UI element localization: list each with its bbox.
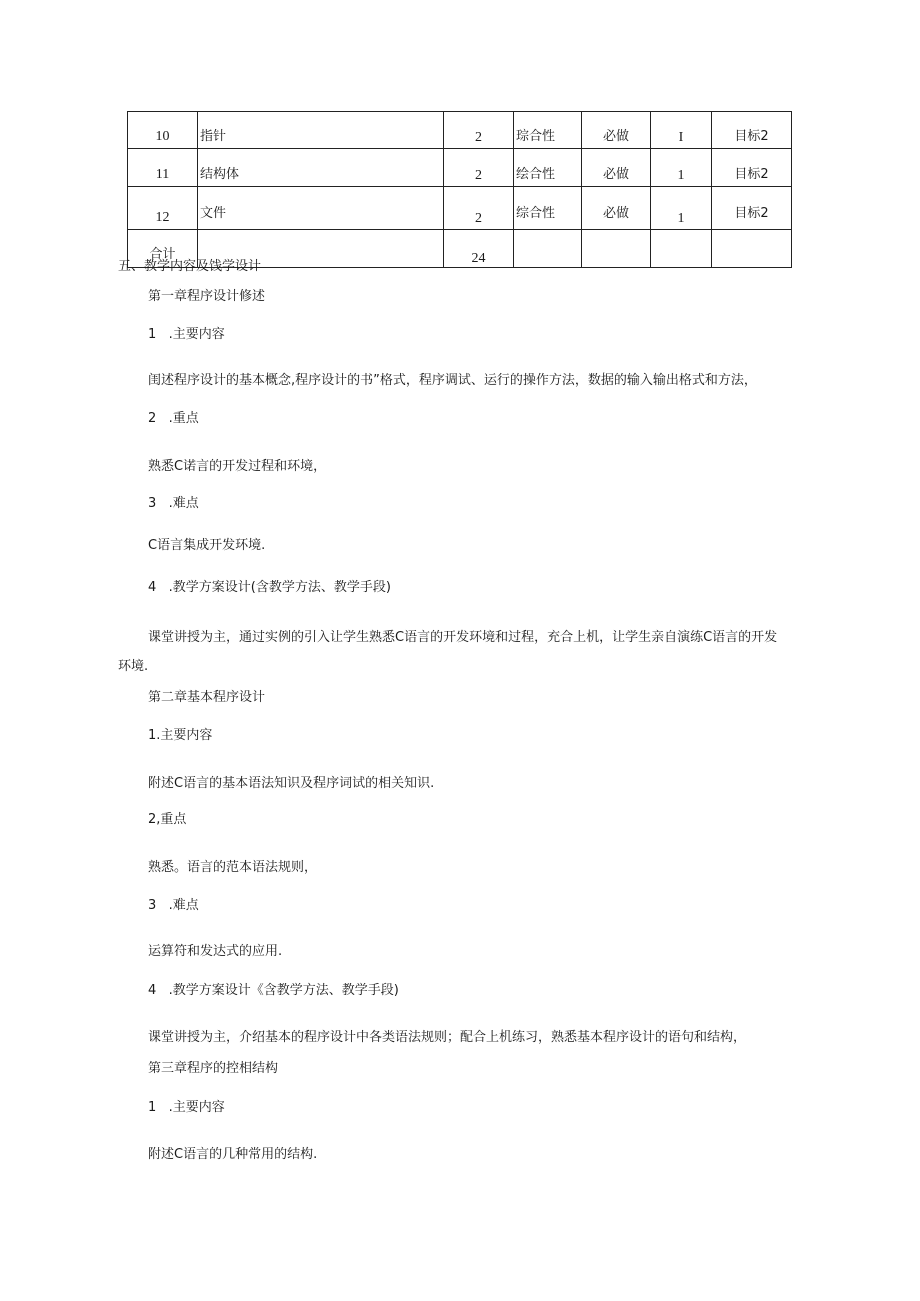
main-content-text: 附述C语言的基本语法知识及程序词试的相关知识.: [148, 776, 435, 791]
row-number: 12: [128, 187, 198, 230]
hours: 2: [444, 112, 514, 149]
group-count: 1: [651, 187, 712, 230]
chapter-title: 第二章基本程序设计: [148, 690, 266, 705]
teaching-plan-text: 课堂讲授为主，介绍基本的程序设计中各类语法规则；配合上机练习，熟悉基本程序设计的语句和结构，: [148, 1030, 747, 1045]
course-schedule-table: [127, 111, 792, 268]
teaching-plan-text: 课堂讲授为主，通过实例的引入让学生熟悉C语言的开发环境和过程，充合上机，让学生亲自演练C语言的开发: [148, 630, 778, 645]
hours: 2: [444, 187, 514, 230]
topic-name: 文件: [198, 187, 444, 230]
topic-name: 指针: [198, 112, 444, 149]
section-heading: 五、教学内容及饯学设计: [118, 259, 262, 274]
topic-name: 结构体: [198, 149, 444, 187]
empty-cell: [514, 230, 582, 268]
main-content-text: 附述C语言的几种常用的结构.: [148, 1147, 318, 1162]
row-number: 10: [128, 112, 198, 149]
table-row: [128, 187, 792, 230]
total-label: 合计: [128, 230, 198, 268]
experiment-type: 绘合性: [514, 149, 582, 187]
course-goal: 目标2: [712, 112, 792, 149]
difficulties-text: C语言集成开发环境.: [148, 538, 266, 553]
course-goal: 目标2: [712, 149, 792, 187]
table-row: [128, 149, 792, 187]
experiment-type: 综合性: [514, 187, 582, 230]
group-count: I: [651, 112, 712, 149]
row-number: 11: [128, 149, 198, 187]
empty-cell: [582, 230, 651, 268]
teaching-plan-text-continued: 环境.: [118, 659, 149, 674]
subheading-difficulties: 3 .难点: [148, 496, 199, 511]
requirement: 必做: [582, 112, 651, 149]
subheading-main-content: 1 .主要内容: [148, 327, 225, 342]
empty-cell: [651, 230, 712, 268]
main-content-text: 闺述程序设计的基本概念,程序设计的书”格式，程序调试、运行的操作方法，数据的输入输出格式和方法，: [148, 373, 757, 388]
requirement: 必做: [582, 187, 651, 230]
course-goal: 目标2: [712, 187, 792, 230]
group-count: 1: [651, 149, 712, 187]
subheading-teaching-plan: 4 .教学方案设计(含教学方法、教学手段): [148, 580, 391, 595]
empty-cell: [712, 230, 792, 268]
table-row: [128, 112, 792, 149]
chapter-title: 第一章程序设计修述: [148, 289, 266, 304]
key-points-text: 熟悉C诺言的开发过程和环境，: [148, 459, 327, 474]
subheading-difficulties: 3 .难点: [148, 898, 199, 913]
total-hours: 24: [444, 230, 514, 268]
subheading-main-content: 1 .主要内容: [148, 1100, 225, 1115]
key-points-text: 熟悉。语言的范本语法规则，: [148, 860, 318, 875]
subheading-key-points: 2,重点: [148, 812, 187, 827]
subheading-teaching-plan: 4 .教学方案设计《含教学方法、教学手段): [148, 983, 399, 998]
requirement: 必做: [582, 149, 651, 187]
chapter-title: 第三章程序的控相结构: [148, 1061, 279, 1076]
subheading-main-content: 1.主要内容: [148, 728, 213, 743]
difficulties-text: 运算符和发达式的应用.: [148, 944, 283, 959]
hours: 2: [444, 149, 514, 187]
subheading-key-points: 2 .重点: [148, 411, 199, 426]
experiment-type: 琮合性: [514, 112, 582, 149]
